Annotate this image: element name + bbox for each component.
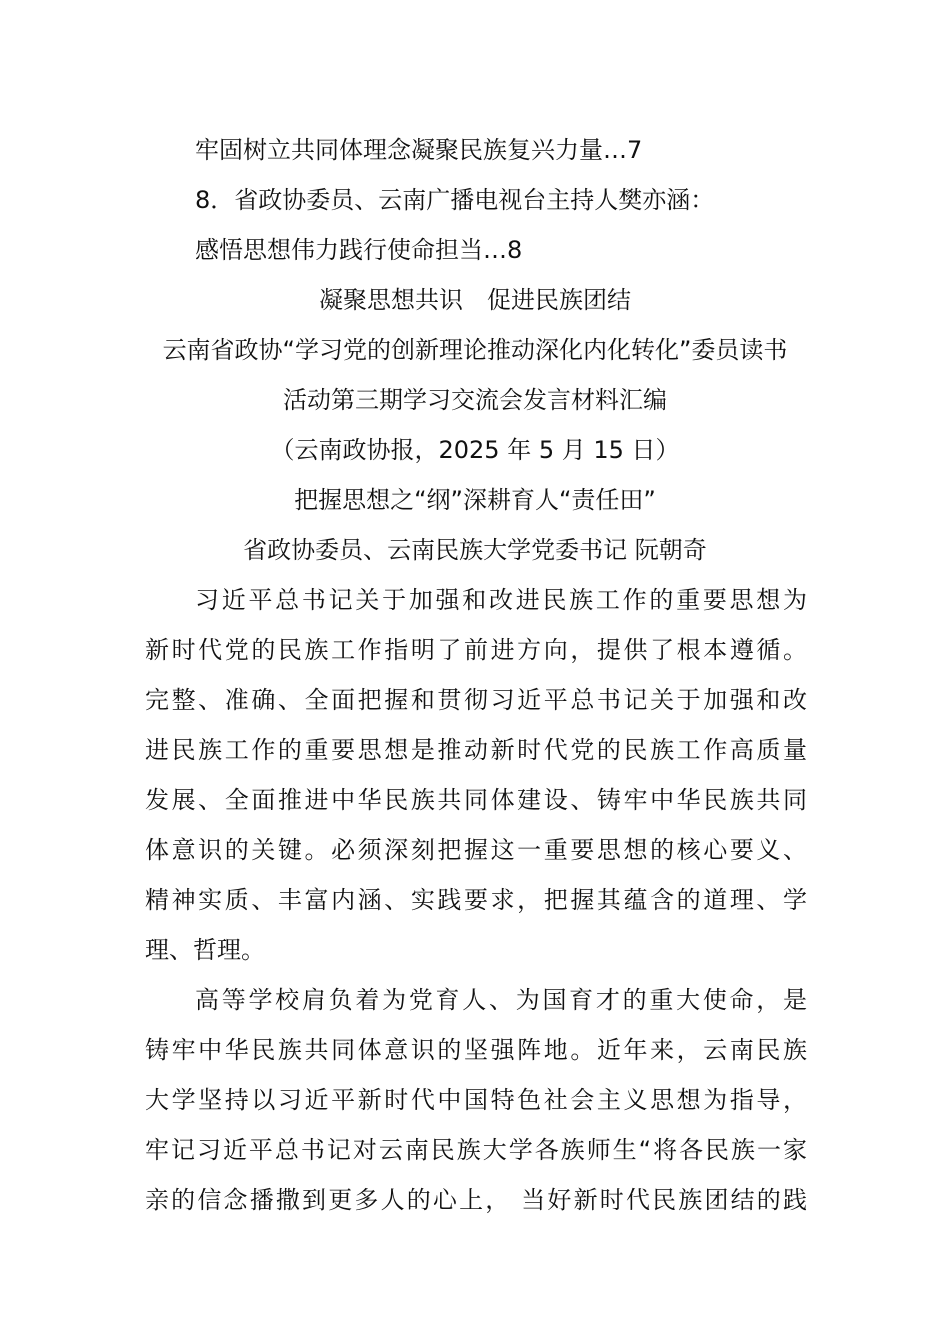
paragraph-1-line: 体意识的关键。必须深刻把握这一重要思想的核心要义、 bbox=[145, 836, 807, 864]
paragraph-2-line: 高等学校肩负着为党育人、为国育才的重大使命，是 bbox=[195, 986, 807, 1014]
toc-item-7-continuation: 牢固树立共同体理念凝聚民族复兴力量…7 bbox=[195, 136, 643, 164]
paragraph-1-line: 新时代党的民族工作指明了前进方向，提供了根本遵循。 bbox=[145, 636, 807, 664]
section-subtitle-line-2: 活动第三期学习交流会发言材料汇编 bbox=[283, 386, 667, 414]
paragraph-1-line: 理、哲理。 bbox=[145, 936, 265, 964]
paragraph-2-line: 亲的信念播撒到更多人的心上， 当好新时代民族团结的践 bbox=[145, 1186, 807, 1214]
section-main-title: 凝聚思想共识 促进民族团结 bbox=[319, 286, 631, 314]
paragraph-1-line: 习近平总书记关于加强和改进民族工作的重要思想为 bbox=[195, 586, 807, 614]
paragraph-2-line: 大学坚持以习近平新时代中国特色社会主义思想为指导， bbox=[145, 1086, 807, 1114]
article-author: 省政协委员、云南民族大学党委书记 阮朝奇 bbox=[243, 536, 707, 564]
paragraph-1-line: 完整、准确、全面把握和贯彻习近平总书记关于加强和改 bbox=[145, 686, 807, 714]
paragraph-2-line: 铸牢中华民族共同体意识的坚强阵地。近年来，云南民族 bbox=[145, 1036, 807, 1064]
toc-item-8-title: 感悟思想伟力践行使命担当…8 bbox=[195, 236, 523, 264]
paragraph-2-line: 牢记习近平总书记对云南民族大学各族师生“将各民族一家 bbox=[145, 1136, 807, 1164]
section-subtitle-line-1: 云南省政协“学习党的创新理论推动深化内化转化”委员读书 bbox=[162, 336, 788, 364]
source-date: （云南政协报，2025 年 5 月 15 日） bbox=[270, 436, 680, 464]
paragraph-1-line: 进民族工作的重要思想是推动新时代党的民族工作高质量 bbox=[145, 736, 807, 764]
toc-item-8: 8．省政协委员、云南广播电视台主持人樊亦涵： bbox=[195, 186, 715, 214]
article-title: 把握思想之“纲”深耕育人“责任田” bbox=[294, 486, 656, 514]
paragraph-1-line: 精神实质、丰富内涵、实践要求，把握其蕴含的道理、学 bbox=[145, 886, 807, 914]
paragraph-1-line: 发展、全面推进中华民族共同体建设、铸牢中华民族共同 bbox=[145, 786, 807, 814]
